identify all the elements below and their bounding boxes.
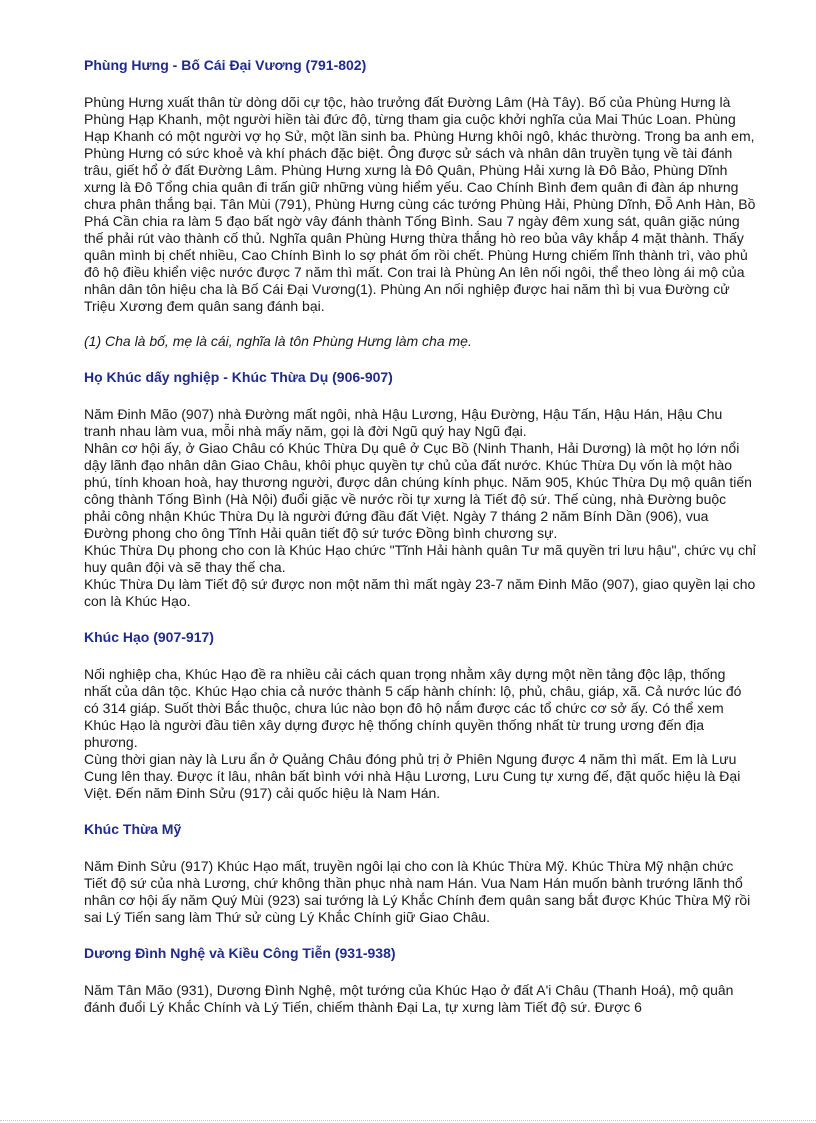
paragraph: Nối nghiệp cha, Khúc Hạo đề ra nhiều cải cách quan trọng nhằm xây dựng một nền tảng độc lập, thống nhất của dân tộc. Khúc Hạo chia cả nước thành 5 cấp hành chính: lộ, phủ, châu, giáp, xã. Cả nước lúc đó có 314 giáp. Suốt thời Bắc thuộc, chưa lúc nào bọn đô hộ nắm được các tổ chức cơ sở ấy. Có thể xem Khúc Hạo là người đầu tiên xây dựng được hệ thống chính quyền thống nhất từ trung ương đến địa phương. [84, 666, 742, 750]
paragraph: Phùng Hưng xuất thân từ dòng dõi cự tộc, hào trưởng đất Đường Lâm (Hà Tây). Bố của Phùng Hưng là Phùng Hạp Khanh, một người hiền tài đức độ, từng tham gia cuộc khởi nghĩa của Mai Thúc Loan. Phùng Hạp Khanh có một người vợ họ Sử, một lần sinh ba. Phùng Hưng khôi ngô, khác thường. Trong ba anh em, Phùng Hưng có sức khoẻ và khí phách đặc biệt. Ông được sử sách và nhân dân truyền tụng về tài đánh trâu, giết hổ ở đất Đường Lâm. Phùng Hưng xưng là Đô Quân, Phùng Hải xưng là Đô Bảo, Phùng Dĩnh xưng là Đô Tổng chia quân đi trấn giữ những vùng hiểm yếu. Cao Chính Bình đem quân đi đàn áp nhưng chưa phân thắng bại. Tân Mùi (791), Phùng Hưng cùng các tướng Phùng Hải, Phùng Dĩnh, Đỗ Anh Hàn, Bồ Phá Cần chia ra làm 5 đạo bất ngờ vây đánh thành Tống Bình. Sau 7 ngày đêm xung sát, quân giặc núng thế phải rút vào thành cố thủ. Nghĩa quân Phùng Hưng thừa thắng hò reo bủa vây khắp 4 mặt thành. Thấy quân mình bị chết nhiều, Cao Chính Bình lo sợ phát ốm rồi chết. Phùng Hưng chiếm lĩnh thành trì, vào phủ đô hộ điều khiển việc nước được 7 năm thì mất. Con trai là Phùng An lên nối ngôi, thể theo lòng ái mộ của nhân dân tôn hiệu cha là Bố Cái Đại Vương(1). Phùng An nối nghiệp được hai năm thì bị vua Đường cử Triệu Xương đem quân sang đánh bại. [84, 94, 756, 314]
footnote: (1) Cha là bố, mẹ là cái, nghĩa là tôn Phùng Hưng làm cha mẹ. [84, 333, 472, 349]
paragraph: Khúc Thừa Dụ phong cho con là Khúc Hạo chức "Tĩnh Hải hành quân Tư mã quyền tri lưu hậu", chức vụ chỉ huy quân đội và sẽ thay thế cha. [84, 542, 756, 575]
document-page [84, 56, 756, 1016]
page-bottom-rule [0, 1120, 816, 1121]
section-heading: Họ Khúc dấy nghiệp - Khúc Thừa Dụ (906-907) [84, 369, 393, 385]
paragraph: Khúc Thừa Dụ làm Tiết độ sứ được non một năm thì mất ngày 23-7 năm Đinh Mão (907), giao quyền lại cho con là Khúc Hạo. [84, 576, 756, 609]
paragraph: Năm Đinh Sửu (917) Khúc Hạo mất, truyền ngôi lại cho con là Khúc Thừa Mỹ. Khúc Thừa Mỹ nhận chức Tiết độ sứ của nhà Lương, chứ không thần phục nhà nam Hán. Vua Nam Hán muốn bành trướng lãnh thổ nhân cơ hội ấy năm Quý Mùi (923) sai tướng là Lý Khắc Chính đem quân sang bắt được Khúc Thừa Mỹ rồi sai Lý Tiến sang làm Thứ sử cùng Lý Khắc Chính giữ Giao Châu. [84, 858, 751, 925]
section-heading: Khúc Thừa Mỹ [84, 821, 182, 837]
section-heading: Dương Đình Nghệ và Kiều Công Tiễn (931-938) [84, 945, 396, 961]
paragraph: Cùng thời gian này là Lưu ẩn ở Quảng Châu đóng phủ trị ở Phiên Ngung được 4 năm thì mất. Em là Lưu Cung lên thay. Được ít lâu, nhân bất bình với nhà Hậu Lương, Lưu Cung tự xưng đế, đặt quốc hiệu là Đại Việt. Đến năm Đinh Sửu (917) cải quốc hiệu là Nam Hán. [84, 751, 741, 801]
section-heading: Phùng Hưng - Bố Cái Đại Vương (791-802) [84, 57, 367, 73]
paragraph: Nhân cơ hội ấy, ở Giao Châu có Khúc Thừa Dụ quê ở Cục Bồ (Ninh Thanh, Hải Dương) là một họ lớn nổi dậy lãnh đạo nhân dân Giao Châu, khôi phục quyền tự chủ của đất nước. Khúc Thừa Dụ vốn là một hào phú, tính khoan hoà, hay thương người, được dân chúng kính phục. Năm 905, Khúc Thừa Dụ mộ quân tiến công thành Tống Bình (Hà Nội) đuổi giặc về nước rồi tự xưng là Tiết độ sứ. Thế cùng, nhà Đường buộc phải công nhận Khúc Thừa Dụ là người đứng đầu đất Việt. Ngày 7 tháng 2 năm Bính Dần (906), vua Đường phong cho ông Tĩnh Hải quân tiết độ sứ tước Đồng bình chương sự. [84, 440, 752, 541]
paragraph: Năm Tân Mão (931), Dương Đình Nghệ, một tướng của Khúc Hạo ở đất A'i Châu (Thanh Hoá), mộ quân đánh đuổi Lý Khắc Chính và Lý Tiến, chiếm thành Đại La, tự xưng làm Tiết độ sứ. Được 6 [84, 982, 734, 1015]
section-heading: Khúc Hạo (907-917) [84, 629, 214, 645]
paragraph: Năm Đinh Mão (907) nhà Đường mất ngôi, nhà Hậu Lương, Hậu Đường, Hậu Tấn, Hậu Hán, Hậu Chu tranh nhau làm vua, mỗi nhà mấy năm, gọi là đời Ngũ quý hay Ngũ đại. [84, 406, 723, 439]
